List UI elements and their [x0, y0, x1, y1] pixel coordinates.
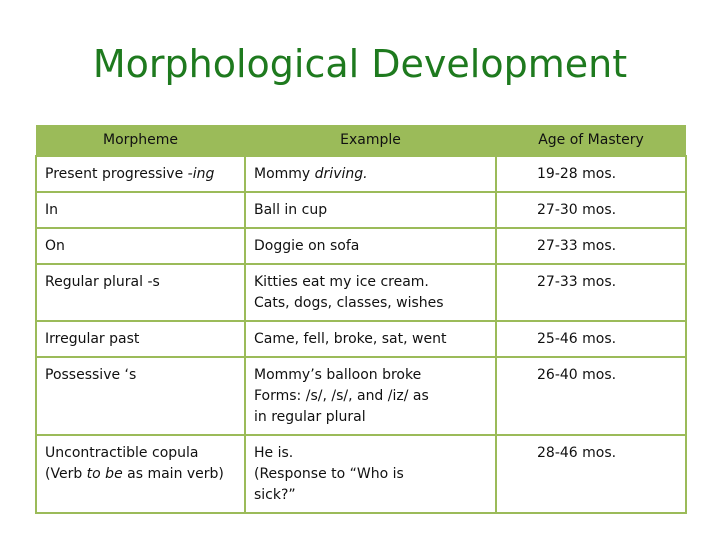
morpheme-text: Present progressive	[45, 166, 188, 182]
morpheme-suffix: -ing	[187, 166, 215, 182]
example-line: Cats, dogs, classes, wishes	[254, 295, 444, 311]
example-line: Mommy’s balloon broke	[254, 367, 422, 383]
header-age-of-mastery: Age of Mastery	[496, 125, 686, 156]
example-line: sick?”	[254, 487, 296, 503]
example-cell: Doggie on sofa	[245, 228, 496, 264]
morpheme-cell: In	[36, 192, 245, 228]
example-cell	[245, 435, 496, 513]
table-row	[36, 156, 686, 192]
table-row	[36, 321, 686, 357]
morpheme-table	[35, 125, 687, 514]
example-line: in regular plural	[254, 409, 366, 425]
example-cell	[245, 357, 496, 435]
example-cell	[245, 264, 496, 321]
age-cell: 27-33 mos.	[496, 264, 686, 321]
morpheme-cell: On	[36, 228, 245, 264]
table-row	[36, 228, 686, 264]
example-cell: Came, fell, broke, sat, went	[245, 321, 496, 357]
morpheme-text: (Verb	[45, 466, 87, 482]
example-line: He is.	[254, 445, 294, 461]
age-cell: 27-33 mos.	[496, 228, 686, 264]
example-line: (Response to “Who is	[254, 466, 404, 482]
header-morpheme: Morpheme	[36, 125, 245, 156]
slide-title: Morphological Development	[92, 42, 628, 86]
morpheme-text: as main verb)	[122, 466, 224, 482]
morpheme-cell: Regular plural -s	[36, 264, 245, 321]
header-example: Example	[245, 125, 496, 156]
example-cell: Ball in cup	[245, 192, 496, 228]
table-row	[36, 264, 686, 321]
morpheme-cell	[36, 156, 245, 192]
example-line: Kitties eat my ice cream.	[254, 274, 429, 290]
example-emphasis: driving.	[314, 166, 368, 182]
table-header-row	[36, 125, 686, 156]
table-row	[36, 435, 686, 513]
table-row	[36, 192, 686, 228]
example-text: Mommy	[254, 166, 315, 182]
morpheme-line	[45, 464, 236, 485]
example-line: Forms: /s/, /s/, and /iz/ as	[254, 388, 429, 404]
age-cell: 19-28 mos.	[496, 156, 686, 192]
morpheme-cell	[36, 435, 245, 513]
morpheme-emphasis: to be	[86, 466, 123, 482]
morpheme-line: Uncontractible copula	[45, 445, 199, 461]
age-cell: 26-40 mos.	[496, 357, 686, 435]
age-cell: 27-30 mos.	[496, 192, 686, 228]
age-cell: 28-46 mos.	[496, 435, 686, 513]
morpheme-cell: Possessive ‘s	[36, 357, 245, 435]
table-row	[36, 357, 686, 435]
morpheme-cell: Irregular past	[36, 321, 245, 357]
example-cell	[245, 156, 496, 192]
age-cell: 25-46 mos.	[496, 321, 686, 357]
